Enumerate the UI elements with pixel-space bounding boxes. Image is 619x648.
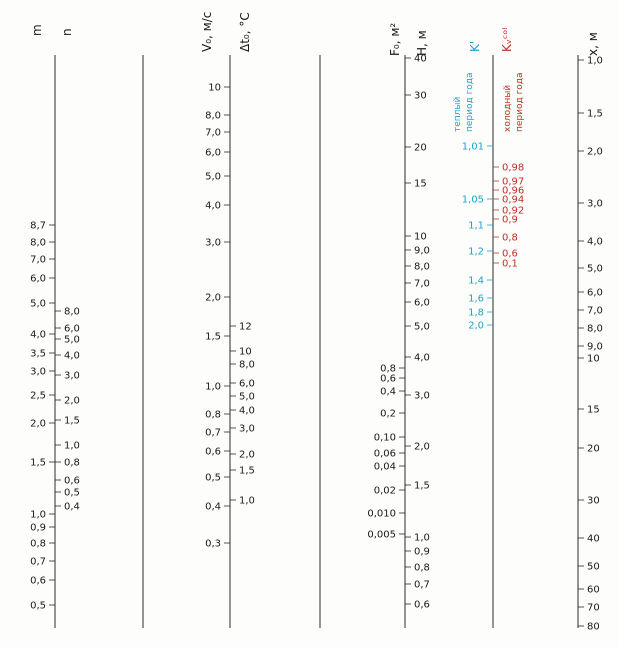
m-tick-label: 0,8 xyxy=(30,538,46,550)
h-tick-label: 2,0 xyxy=(414,441,430,453)
x-tick-label: 8,0 xyxy=(587,323,603,335)
v0-tick-label: 8,0 xyxy=(205,110,221,122)
m-tick-label: 8,0 xyxy=(30,237,46,249)
x-tick-label: 7,0 xyxy=(587,305,603,317)
m-tick-label: 5,0 xyxy=(30,298,46,310)
v0-tick-label: 2,0 xyxy=(205,292,221,304)
x-tick-label: 80 xyxy=(587,621,600,633)
n-tick-label: 4,0 xyxy=(64,350,80,362)
v0-tick-label: 1,5 xyxy=(205,331,221,343)
kc-tick-label: 0,9 xyxy=(502,214,518,226)
kc-tick-label: 0,1 xyxy=(502,258,518,270)
v0-tick-label: 4,0 xyxy=(205,200,221,212)
x-tick-label: 30 xyxy=(587,495,600,507)
n-tick-label: 1,5 xyxy=(64,415,80,427)
m-tick-label: 7,0 xyxy=(30,254,46,266)
f0-tick-label: 0,4 xyxy=(380,386,396,398)
kw-tick-label: 1,4 xyxy=(468,275,484,287)
dt0-tick-label: 6,0 xyxy=(239,378,255,390)
kc-tick-label: 0,8 xyxy=(502,232,518,244)
m-tick-label: 1,0 xyxy=(30,509,46,521)
dt0-tick-label: 8,0 xyxy=(239,359,255,371)
x-tick-label: 1,0 xyxy=(587,55,603,67)
n-tick-label: 0,4 xyxy=(64,501,80,513)
m-tick-label: 1,5 xyxy=(30,457,46,469)
h-tick-label: 1,5 xyxy=(414,480,430,492)
h-tick-label: 30 xyxy=(414,90,427,102)
v0-tick-label: 3,0 xyxy=(205,237,221,249)
x-tick-label: 20 xyxy=(587,443,600,455)
kw-tick-label: 1,2 xyxy=(468,246,484,258)
h-tick-label: 40 xyxy=(414,53,427,65)
header-kc-sub: холодный период года xyxy=(503,72,525,132)
m-tick-label: 8,7 xyxy=(30,220,46,232)
v0-tick-label: 0,4 xyxy=(205,501,221,513)
v0-tick-label: 6,0 xyxy=(205,147,221,159)
n-tick-label: 3,0 xyxy=(64,370,80,382)
n-tick-label: 2,0 xyxy=(64,395,80,407)
h-tick-label: 3,0 xyxy=(414,390,430,402)
m-tick-label: 6,0 xyxy=(30,273,46,285)
h-tick-label: 9,0 xyxy=(414,245,430,257)
f0-tick-label: 0,010 xyxy=(367,508,396,520)
n-tick-label: 0,6 xyxy=(64,475,80,487)
header-n: n xyxy=(60,28,74,36)
v0-tick-label: 7,0 xyxy=(205,127,221,139)
f0-tick-label: 0,6 xyxy=(380,373,396,385)
n-tick-label: 8,0 xyxy=(64,306,80,318)
dt0-tick-label: 1,5 xyxy=(239,465,255,477)
f0-tick-label: 0,06 xyxy=(373,448,396,460)
f0-tick-label: 0,04 xyxy=(373,461,396,473)
v0-tick-label: 1,0 xyxy=(205,381,221,393)
h-tick-label: 5,0 xyxy=(414,321,430,333)
v0-tick-label: 10 xyxy=(208,82,221,94)
n-tick-label: 0,5 xyxy=(64,487,80,499)
x-tick-label: 4,0 xyxy=(587,236,603,248)
v0-tick-label: 0,3 xyxy=(205,538,221,550)
dt0-tick-label: 2,0 xyxy=(239,449,255,461)
header-kw: K' xyxy=(468,40,482,52)
kc-tick-label: 0,96 xyxy=(502,185,525,197)
dt0-tick-label: 10 xyxy=(239,346,252,358)
x-tick-label: 70 xyxy=(587,602,600,614)
x-tick-label: 2,0 xyxy=(587,146,603,158)
h-tick-label: 20 xyxy=(414,142,427,154)
kw-tick-label: 1,1 xyxy=(468,220,484,232)
kw-tick-label: 1,6 xyxy=(468,293,484,305)
m-tick-label: 0,7 xyxy=(30,556,46,568)
h-tick-label: 15 xyxy=(414,178,427,190)
n-tick-label: 1,0 xyxy=(64,440,80,452)
header-dt0: Δt₀, °C xyxy=(238,12,252,52)
dt0-tick-label: 1,0 xyxy=(239,495,255,507)
dt0-tick-label: 12 xyxy=(239,321,252,333)
m-tick-label: 0,6 xyxy=(30,575,46,587)
kw-tick-label: 1,8 xyxy=(468,307,484,319)
h-tick-label: 1,0 xyxy=(414,532,430,544)
kw-tick-label: 1,01 xyxy=(461,141,484,153)
kw-tick-label: 1,05 xyxy=(461,194,484,206)
kc-tick-label: 0,97 xyxy=(502,176,525,188)
h-tick-label: 7,0 xyxy=(414,278,430,290)
h-tick-label: 0,9 xyxy=(414,546,430,558)
header-kw-sub: теплый период года xyxy=(453,72,475,132)
m-tick-label: 3,5 xyxy=(30,348,46,360)
f0-tick-label: 0,10 xyxy=(373,432,396,444)
dt0-tick-label: 3,0 xyxy=(239,423,255,435)
x-tick-label: 50 xyxy=(587,561,600,573)
h-tick-label: 0,7 xyxy=(414,579,430,591)
header-kc: Kᵥᶜᵒˡ xyxy=(500,27,514,52)
h-tick-label: 10 xyxy=(414,231,427,243)
dt0-tick-label: 5,0 xyxy=(239,391,255,403)
h-tick-label: 6,0 xyxy=(414,297,430,309)
h-tick-label: 0,8 xyxy=(414,562,430,574)
f0-tick-label: 0,8 xyxy=(380,363,396,375)
h-tick-label: 8,0 xyxy=(414,261,430,273)
v0-tick-label: 0,6 xyxy=(205,446,221,458)
m-tick-label: 2,0 xyxy=(30,418,46,430)
x-tick-label: 1,5 xyxy=(587,108,603,120)
v0-tick-label: 0,7 xyxy=(205,427,221,439)
x-tick-label: 5,0 xyxy=(587,263,603,275)
kc-tick-label: 0,98 xyxy=(502,162,525,174)
kc-tick-label: 0,94 xyxy=(502,194,525,206)
v0-tick-label: 0,8 xyxy=(205,409,221,421)
x-tick-label: 15 xyxy=(587,404,600,416)
m-tick-label: 4,0 xyxy=(30,329,46,341)
x-tick-label: 40 xyxy=(587,533,600,545)
header-f0: F₀, м² xyxy=(388,22,402,56)
x-tick-label: 3,0 xyxy=(587,198,603,210)
n-tick-label: 5,0 xyxy=(64,334,80,346)
kc-tick-label: 0,92 xyxy=(502,205,525,217)
header-x: x, м xyxy=(586,32,600,56)
x-tick-label: 6,0 xyxy=(587,287,603,299)
n-tick-label: 6,0 xyxy=(64,323,80,335)
m-tick-label: 0,5 xyxy=(30,600,46,612)
f0-tick-label: 0,02 xyxy=(373,485,396,497)
header-v0: V₀, м/с xyxy=(200,11,214,52)
h-tick-label: 4,0 xyxy=(414,352,430,364)
x-tick-label: 10 xyxy=(587,353,600,365)
v0-tick-label: 0,5 xyxy=(205,472,221,484)
m-tick-label: 0,9 xyxy=(30,522,46,534)
header-m: m xyxy=(30,24,44,36)
x-tick-label: 9,0 xyxy=(587,341,603,353)
m-tick-label: 2,5 xyxy=(30,390,46,402)
v0-tick-label: 5,0 xyxy=(205,171,221,183)
m-tick-label: 3,0 xyxy=(30,366,46,378)
f0-tick-label: 0,2 xyxy=(380,408,396,420)
header-h: H, м xyxy=(415,30,429,56)
n-tick-label: 0,8 xyxy=(64,457,80,469)
f0-tick-label: 0,005 xyxy=(367,529,396,541)
x-tick-label: 60 xyxy=(587,584,600,596)
h-tick-label: 0,6 xyxy=(414,599,430,611)
dt0-tick-label: 4,0 xyxy=(239,405,255,417)
kw-tick-label: 2,0 xyxy=(468,320,484,332)
kc-tick-label: 0,6 xyxy=(502,248,518,260)
